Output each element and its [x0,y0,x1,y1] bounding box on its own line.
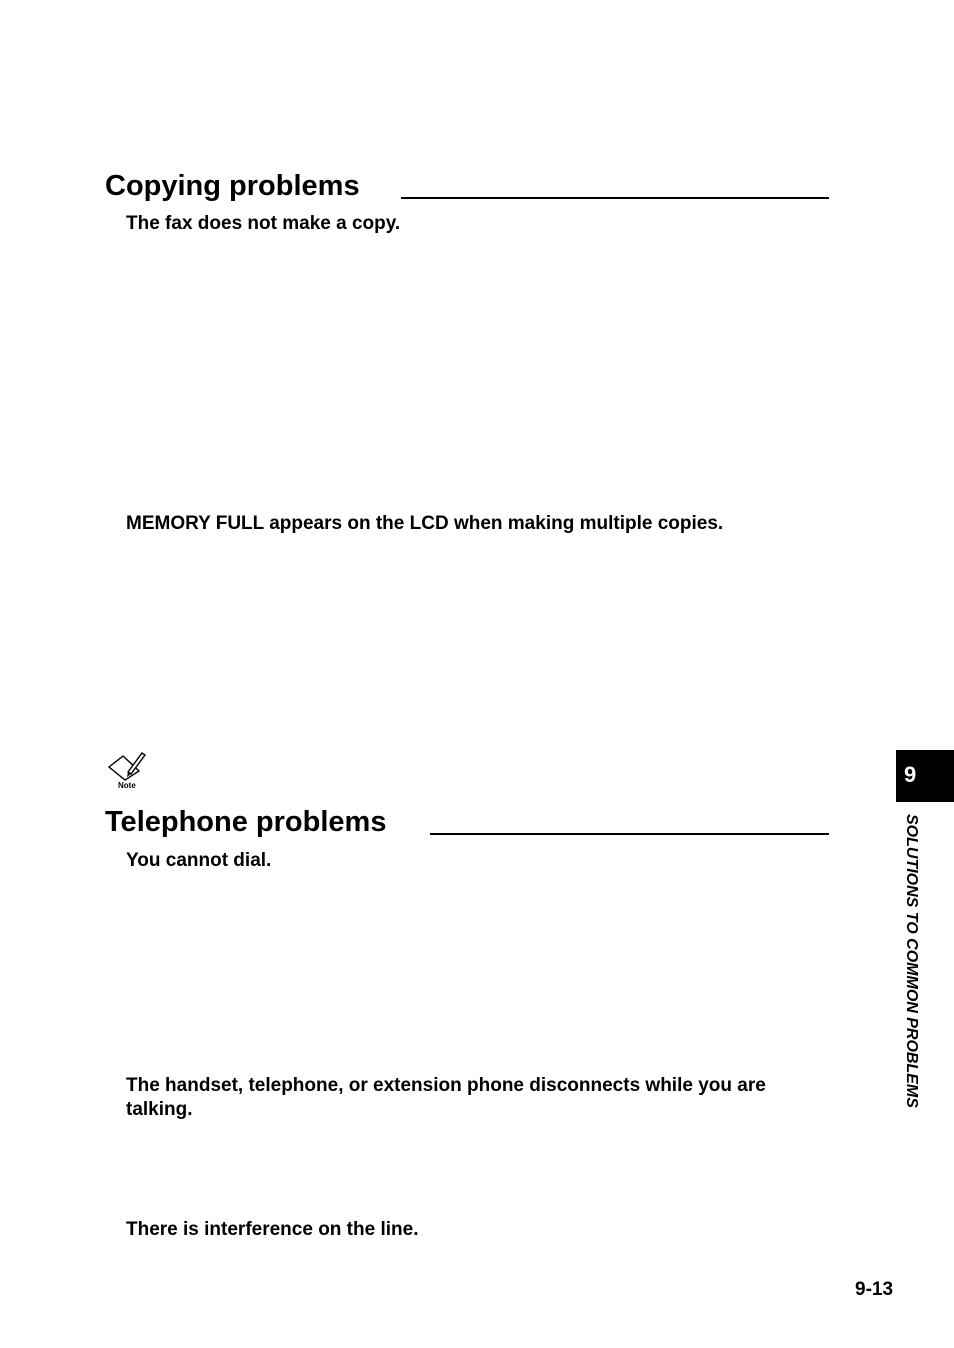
heading-rule [401,197,829,199]
problem-cannot-dial: You cannot dial. [126,850,272,871]
copying-problems-heading: Copying problems [105,170,360,202]
telephone-problems-heading: Telephone problems [105,806,387,838]
problem-interference: There is interference on the line. [126,1219,419,1240]
chapter-tab [896,750,954,802]
problem-disconnects: The handset, telephone, or extension phone disconnects while you are talking. [126,1075,766,1120]
chapter-number: 9 [904,762,917,787]
page-number: 9-13 [855,1279,894,1300]
problem-no-copy: The fax does not make a copy. [126,213,401,234]
problem-memory-full: MEMORY FULL appears on the LCD when making multiple copies. [126,513,724,534]
note-label: Note [118,781,136,790]
note-icon [106,750,148,790]
heading-rule [430,833,829,835]
chapter-side-label: SOLUTIONS TO COMMON PROBLEMS [903,814,920,1108]
